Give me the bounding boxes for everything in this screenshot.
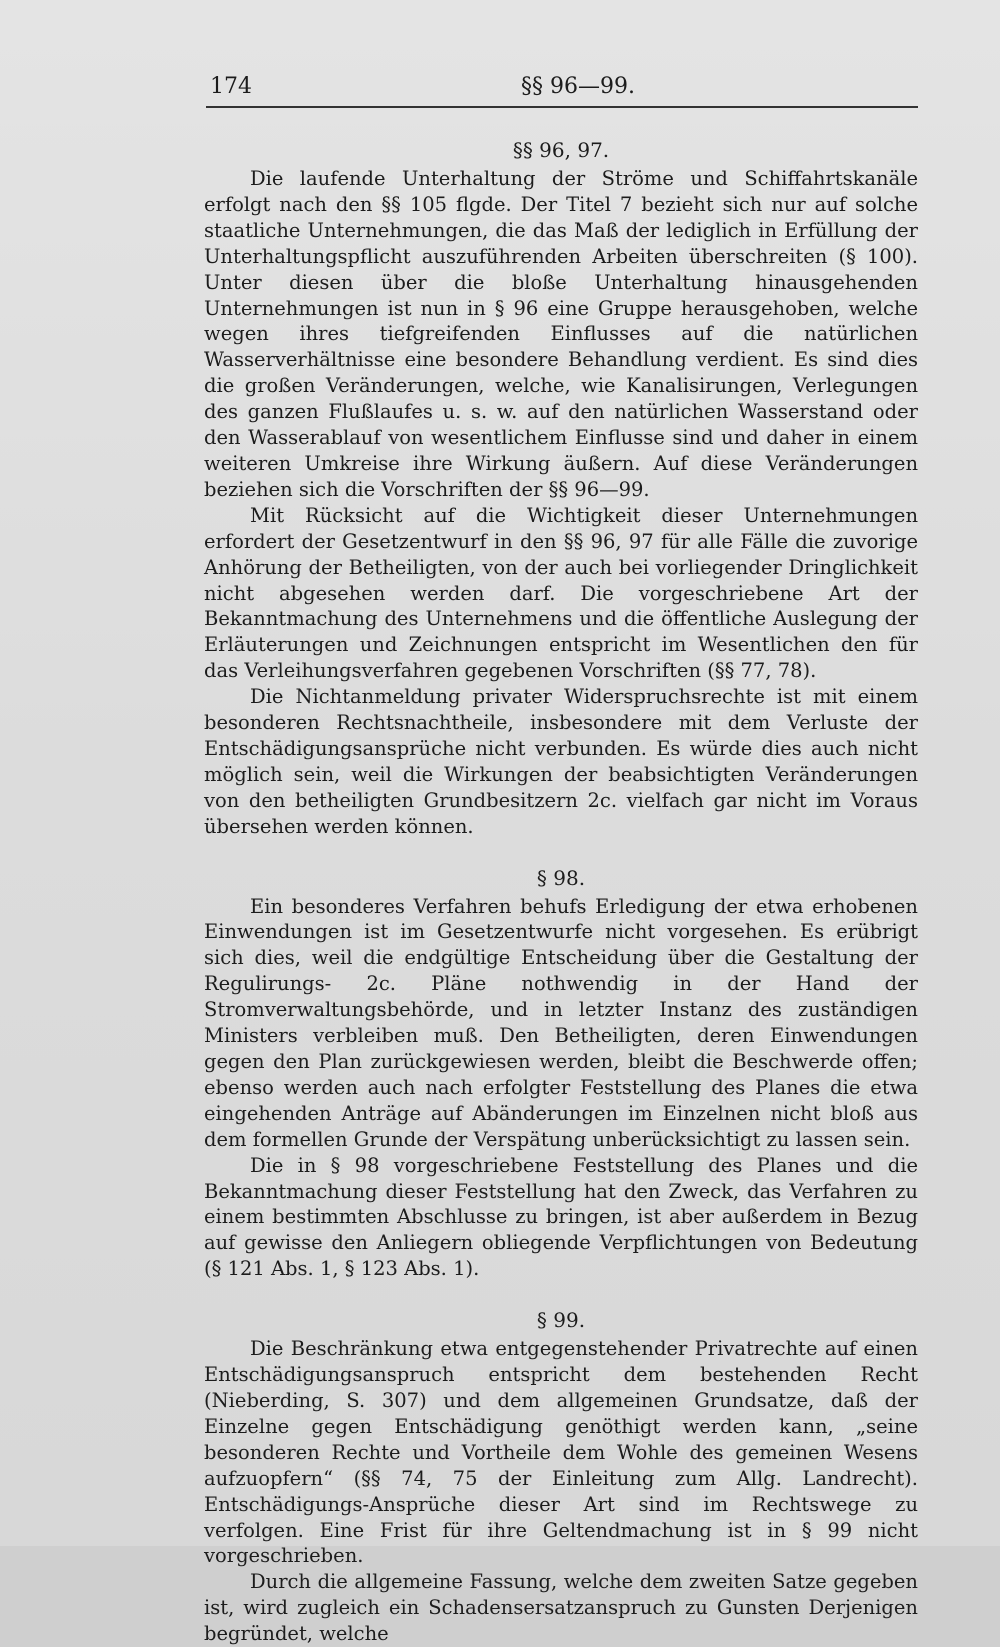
page-body (204, 130, 918, 1647)
page-header (206, 72, 918, 106)
paragraph: Die laufende Unterhaltung der Ströme und Schiffahrtskanäle erfolgt nach den §§ 105 flgde. Der Titel 7 bezieht sich nur auf solche staatliche Unternehmungen, die das Maß der lediglich in Erfüllung der Unterhaltungspflicht auszuführenden Arbeiten überschreiten (§ 100). Unter diesen über die bloße Unterhaltung hinausgehenden Unternehmungen ist nun in § 96 eine Gruppe herausgehoben, welche wegen ihres tiefgreifenden Einflusses auf die natürlichen Wasserverhältnisse eine besondere Behandlung verdient. Es sind dies die großen Veränderungen, welche, wie Kanalisirungen, Verlegungen des ganzen Flußlaufes u. s. w. auf den natürlichen Wasserstand oder den Wasserablauf von wesentlichem Einflusse sind und daher in einem weiteren Umkreise ihre Wirkung äußern. Auf diese Veränderungen beziehen sich die Vorschriften der §§ 96—99. (204, 167, 918, 501)
section-heading: § 99. (536, 1308, 586, 1333)
paragraph: Ein besonderes Verfahren behufs Erledigung der etwa erhobenen Einwendungen ist im Gesetzentwurfe nicht vorgesehen. Es erübrigt sich dies, weil die endgültige Entscheidung über die Gestaltung der Regulirungs- 2c. Pläne nothwendig in der Hand der Stromverwaltungsbehörde, und in letzter Instanz des zuständigen Ministers verbleiben muß. Den Betheiligten, deren Einwendungen gegen den Plan zurückgewiesen werden, bleibt die Beschwerde offen; ebenso werden auch nach erfolgter Feststellung des Planes die etwa eingehenden Anträge auf Abänderungen im Einzelnen nicht bloß aus dem formellen Grunde der Verspätung unberücksichtigt zu lassen sein. (204, 894, 918, 1151)
paragraph: Die Nichtanmeldung privater Widerspruchsrechte ist mit einem besonderen Rechtsnachtheile, insbesondere mit dem Verluste der Entschädigungsansprüche nicht verbunden. Es würde dies auch nicht möglich sein, weil die Wirkungen der beabsichtigten Veränderungen von den betheiligten Grundbesitzern 2c. vielfach gar nicht im Voraus übersehen werden können. (204, 685, 918, 838)
section-heading: § 98. (536, 865, 586, 890)
section-heading: §§ 96, 97. (512, 138, 610, 162)
page-number: 174 (210, 74, 252, 99)
paragraph: Durch die allgemeine Fassung, welche dem zweiten Satze gegeben ist, wird zugleich ein Schadensersatzanspruch zu Gunsten Derjenigen begründet, welche (204, 1570, 918, 1646)
section-gap (204, 840, 918, 858)
paragraph: Mit Rücksicht auf die Wichtigkeit dieser Unternehmungen erfordert der Gesetzentwurf in den §§ 96, 97 für alle Fälle die zuvorige Anhörung der Betheiligten, von der auch bei vorliegender Dringlichkeit nicht abgesehen werden darf. Die vorgeschriebene Art der Bekanntmachung des Unternehmens und die öffentliche Auslegung der Erläuterungen und Zeichnungen entspricht im Wesentlichen den für das Verleihungsverfahren gegebenen Vorschriften (§§ 77, 78). (204, 503, 918, 683)
paragraph: Die Beschränkung etwa entgegenstehender Privatrechte auf einen Entschädigungsanspruch entspricht dem bestehenden Recht (Nieberding, S. 307) und dem allgemeinen Grundsatze, daß der Einzelne gegen Entschädigung genöthigt werden kann, „seine besonderen Rechte und Vortheile dem Wohle des gemeinen Wesens aufzuopfern“ (§§ 74, 75 der Einleitung zum Allg. Landrecht). Entschädigungs-Ansprüche dieser Art sind im Rechtswege zu verfolgen. Eine Frist für ihre Geltendmachung ist in § 99 nicht vorgeschrieben. (204, 1337, 918, 1568)
running-title: §§ 96—99. (521, 74, 635, 99)
paragraph: Die in § 98 vorgeschriebene Feststellung des Planes und die Bekanntmachung dieser Feststellung hat den Zweck, das Verfahren zu einem bestimmten Abschlusse zu bringen, ist aber außerdem in Bezug auf gewisse den Anliegern obliegende Verpflichtungen von Bedeutung (§ 121 Abs. 1, § 123 Abs. 1). (204, 1153, 918, 1281)
header-rule (206, 106, 918, 108)
section-gap (204, 1282, 918, 1300)
